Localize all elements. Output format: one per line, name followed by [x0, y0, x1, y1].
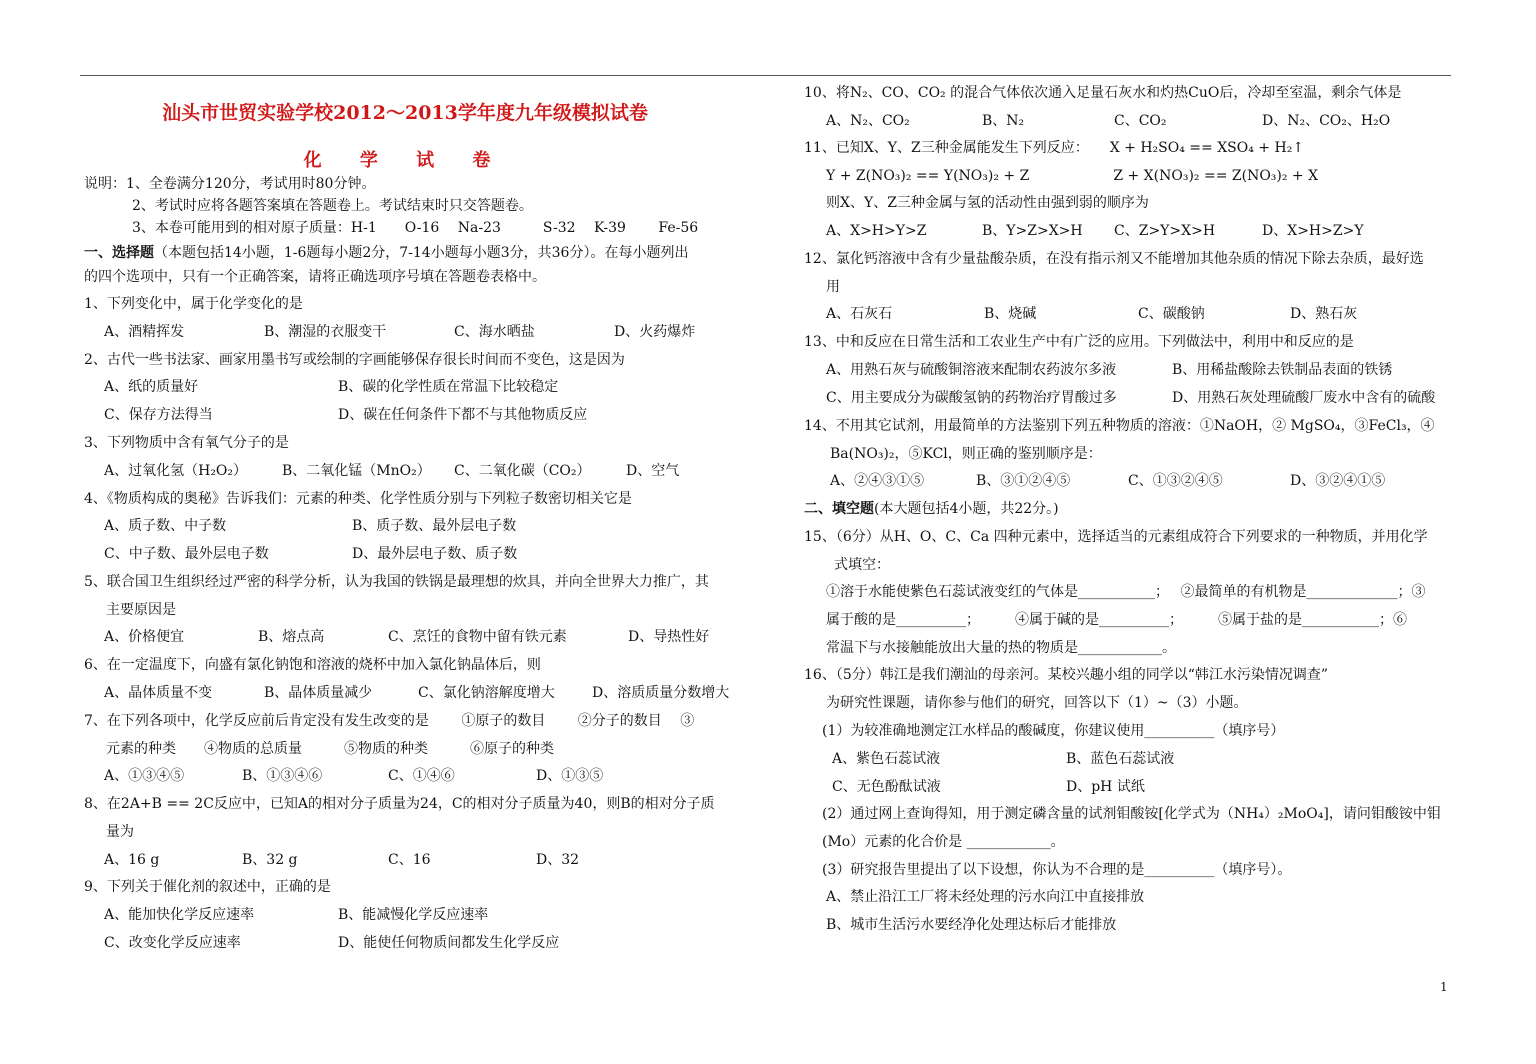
q2-option-a: A、纸的质量好	[104, 379, 199, 395]
q8-option-d: D、32	[536, 852, 580, 868]
q13-option-a: A、用熟石灰与硫酸铜溶液来配制农药波尔多液	[826, 362, 1117, 378]
section2-heading: 二、填空题	[804, 501, 874, 517]
q15-line-1: ①溶于水能使紫色石蕊试液变红的气体是___________； ②最简单的有机物是_____________；③	[826, 584, 1426, 600]
q16-part-3-option-a: A、禁止沿江工厂将未经处理的污水向江中直接排放	[826, 889, 1145, 905]
q6-option-a: A、晶体质量不变	[104, 685, 213, 701]
q7-option-d: D、①③⑤	[536, 768, 604, 784]
q11-stem-2: 则X、Y、Z三种金属与氢的活动性由强到弱的顺序为	[826, 195, 1149, 211]
q16-part-2: (2）通过网上查询得知，用于测定磷含量的试剂钼酸铵[化学式为（NH₄）₂MoO₄]，请问钼酸铵中钼	[822, 806, 1441, 822]
q7-option-c: C、①④⑥	[388, 768, 455, 784]
q11-stem: 11、已知X、Y、Z三种金属能发生下列反应： X + H₂SO₄ == XSO₄ + H₂↑	[804, 140, 1305, 156]
q6-option-c: C、氯化钠溶解度增大	[418, 685, 555, 701]
q1-option-d: D、火药爆炸	[614, 324, 696, 340]
q10-option-c: C、CO₂	[1114, 113, 1167, 129]
q10-option-b: B、N₂	[982, 113, 1025, 129]
q5-option-a: A、价格便宜	[104, 629, 185, 645]
q2-stem: 2、古代一些书法家、画家用墨书写或绘制的字画能够保存很长时间而不变色，这是因为	[84, 352, 625, 368]
q1-option-a: A、酒精挥发	[104, 324, 185, 340]
q16-stem: 16、（5分）韩江是我们潮汕的母亲河。某校兴趣小组的同学以“韩江水污染情况调查”	[804, 667, 1329, 683]
q3-stem: 3、下列物质中含有氧气分子的是	[84, 435, 289, 451]
q8-stem-2: 量为	[106, 824, 134, 840]
q9-option-d: D、能使任何物质间都发生化学反应	[338, 935, 560, 951]
q14-option-b: B、③①②④⑤	[976, 473, 1071, 489]
q4-option-c: C、中子数、最外层电子数	[104, 546, 269, 562]
q16-stem-2: 为研究性课题，请你参与他们的研究，回答以下（1）~（3）小题。	[826, 695, 1248, 711]
q14-stem: 14、不用其它试剂，用最简单的方法鉴别下列五种物质的溶液：①NaOH，② MgSO₄，③FeCl₃，④	[804, 418, 1435, 434]
section1-heading: 一、选择题	[84, 245, 154, 261]
q12-stem-2: 用	[826, 279, 840, 295]
q4-option-b: B、质子数、最外层电子数	[352, 518, 517, 534]
q2-option-b: B、碳的化学性质在常温下比较稳定	[338, 379, 559, 395]
q16-part-1: (1）为较准确地测定江水样品的酸碱度，你建议使用__________（填序号）	[822, 723, 1285, 739]
q6-option-b: B、晶体质量减少	[264, 685, 373, 701]
q5-option-c: C、烹饪的食物中留有铁元素	[388, 629, 567, 645]
q7-option-a: A、①③④⑤	[104, 768, 185, 784]
section1-intro-2: 的四个选项中，只有一个正确答案，请将正确选项序号填在答题卷表格中。	[84, 269, 546, 285]
q4-option-a: A、质子数、中子数	[104, 518, 227, 534]
section1-intro: （本题包括14小题，1-6题每小题2分，7-14小题每小题3分，共36分）。在每小题列出	[154, 245, 689, 261]
q16-option-d: D、pH 试纸	[1066, 779, 1145, 795]
instruction-line-2: 2、考试时应将各题答案填在答题卷上。考试结束时只交答题卷。	[132, 198, 533, 214]
q16-option-c: C、无色酚酞试液	[832, 779, 941, 795]
q15-line-3: 常温下与水接触能放出大量的热的物质是____________。	[826, 640, 1176, 656]
q7-stem: 7、在下列各项中，化学反应前后肯定没有发生改变的是 ①原子的数目 ②分子的数目 ③	[84, 713, 695, 729]
q6-option-d: D、溶质质量分数增大	[592, 685, 730, 701]
q15-line-2: 属于酸的是__________； ④属于碱的是__________； ⑤属于盐的是___________；⑥	[826, 612, 1407, 628]
q12-stem: 12、氯化钙溶液中含有少量盐酸杂质，在没有指示剂又不能增加其他杂质的情况下除去杂质，最好选	[804, 251, 1424, 267]
q15-stem-2: 式填空：	[834, 557, 890, 573]
q13-stem: 13、中和反应在日常生活和工农业生产中有广泛的应用。下列做法中，利用中和反应的是	[804, 334, 1354, 350]
section2-heading-line	[804, 499, 1059, 519]
q14-stem-2: Ba(NO₃)₂，⑤KCl，则正确的鉴别顺序是：	[830, 446, 1102, 462]
q3-option-a: A、过氧化氢（H₂O₂）	[104, 463, 248, 479]
q13-option-b: B、用稀盐酸除去铁制品表面的铁锈	[1172, 362, 1393, 378]
q1-stem: 1、下列变化中，属于化学变化的是	[84, 296, 303, 312]
q15-stem: 15、（6分）从H、O、C、Ca 四种元素中，选择适当的元素组成符合下列要求的一种物质，并用化学	[804, 529, 1428, 545]
q7-stem-2: 元素的种类 ④物质的总质量 ⑤物质的种类 ⑥原子的种类	[106, 741, 554, 757]
q8-option-b: B、32 g	[242, 852, 298, 868]
exam-subtitle: 化 学 试 卷	[303, 150, 507, 171]
q16-part-3-option-b: B、城市生活污水要经净化处理达标后才能排放	[826, 917, 1117, 933]
q13-option-d: D、用熟石灰处理硫酸厂废水中含有的硫酸	[1172, 390, 1436, 406]
q10-stem: 10、将N₂、CO、CO₂ 的混合气体依次通入足量石灰水和灼热CuO后，冷却至室温，剩余气体是	[804, 85, 1402, 101]
section2-intro: (本大题包括4小题，共22分。)	[874, 501, 1059, 517]
q4-stem: 4、《物质构成的奥秘》告诉我们：元素的种类、化学性质分别与下列粒子数密切相关它是	[84, 491, 632, 507]
q16-option-b: B、蓝色石蕊试液	[1066, 751, 1175, 767]
exam-title: 汕头市世贸实验学校2012～2013学年度九年级模拟试卷	[162, 102, 648, 124]
q1-option-c: C、海水晒盐	[454, 324, 535, 340]
q12-option-a: A、石灰石	[826, 306, 893, 322]
q10-option-d: D、N₂、CO₂、H₂O	[1262, 113, 1391, 129]
q12-option-d: D、熟石灰	[1290, 306, 1358, 322]
q8-option-c: C、16	[388, 852, 431, 868]
q5-option-b: B、熔点高	[258, 629, 325, 645]
q11-option-d: D、X>H>Z>Y	[1262, 223, 1364, 239]
q4-option-d: D、最外层电子数、质子数	[352, 546, 518, 562]
q3-option-c: C、二氧化碳（CO₂）	[454, 463, 591, 479]
q9-stem: 9、下列关于催化剂的叙述中，正确的是	[84, 879, 331, 895]
q14-option-d: D、③②④①⑤	[1290, 473, 1386, 489]
instruction-line-3: 3、本卷可能用到的相对原子质量：H-1 O-16 Na-23 S-32 K-39 Fe-56	[132, 220, 699, 236]
q14-option-c: C、①③②④⑤	[1128, 473, 1223, 489]
q12-option-b: B、烧碱	[984, 306, 1037, 322]
q5-option-d: D、导热性好	[628, 629, 710, 645]
q11-option-b: B、Y>Z>X>H	[982, 223, 1083, 239]
q16-part-2-cont: (Mo）元素的化合价是 ____________。	[822, 834, 1065, 850]
q10-option-a: A、N₂、CO₂	[826, 113, 910, 129]
q11-option-c: C、Z>Y>X>H	[1114, 223, 1216, 239]
q3-option-b: B、二氧化锰（MnO₂）	[282, 463, 431, 479]
q16-part-3: (3）研究报告里提出了以下设想，你认为不合理的是__________（填序号）。	[822, 862, 1292, 878]
q7-option-b: B、①③④⑥	[242, 768, 323, 784]
q1-option-b: B、潮湿的衣服变干	[264, 324, 387, 340]
q5-stem: 5、联合国卫生组织经过严密的科学分析，认为我国的铁锅是最理想的炊具，并向全世界大力推广，其	[84, 574, 709, 590]
top-rule	[80, 75, 1451, 76]
q11-equations: Y + Z(NO₃)₂ == Y(NO₃)₂ + Z Z + X(NO₃)₂ == Z(NO₃)₂ + X	[826, 168, 1319, 184]
q8-stem: 8、在2A+B == 2C反应中，已知A的相对分子质量为24，C的相对分子质量为40，则B的相对分子质	[84, 796, 715, 812]
page-number: 1	[1440, 980, 1448, 994]
q3-option-d: D、空气	[626, 463, 680, 479]
q11-option-a: A、X>H>Y>Z	[826, 223, 927, 239]
q14-option-a: A、②④③①⑤	[830, 473, 925, 489]
q5-stem-2: 主要原因是	[106, 602, 176, 618]
q9-option-c: C、改变化学反应速率	[104, 935, 241, 951]
q13-option-c: C、用主要成分为碳酸氢钠的药物治疗胃酸过多	[826, 390, 1117, 406]
instruction-line-1: 说明：1、全卷满分120分，考试用时80分钟。	[84, 176, 376, 192]
q2-option-d: D、碳在任何条件下都不与其他物质反应	[338, 407, 588, 423]
q9-option-a: A、能加快化学反应速率	[104, 907, 255, 923]
q9-option-b: B、能减慢化学反应速率	[338, 907, 489, 923]
section1-heading-line	[84, 243, 688, 263]
q8-option-a: A、16 g	[104, 852, 160, 868]
q6-stem: 6、在一定温度下，向盛有氯化钠饱和溶液的烧杯中加入氯化钠晶体后，则	[84, 657, 541, 673]
q2-option-c: C、保存方法得当	[104, 407, 213, 423]
q12-option-c: C、碳酸钠	[1138, 306, 1205, 322]
q16-option-a: A、紫色石蕊试液	[832, 751, 941, 767]
